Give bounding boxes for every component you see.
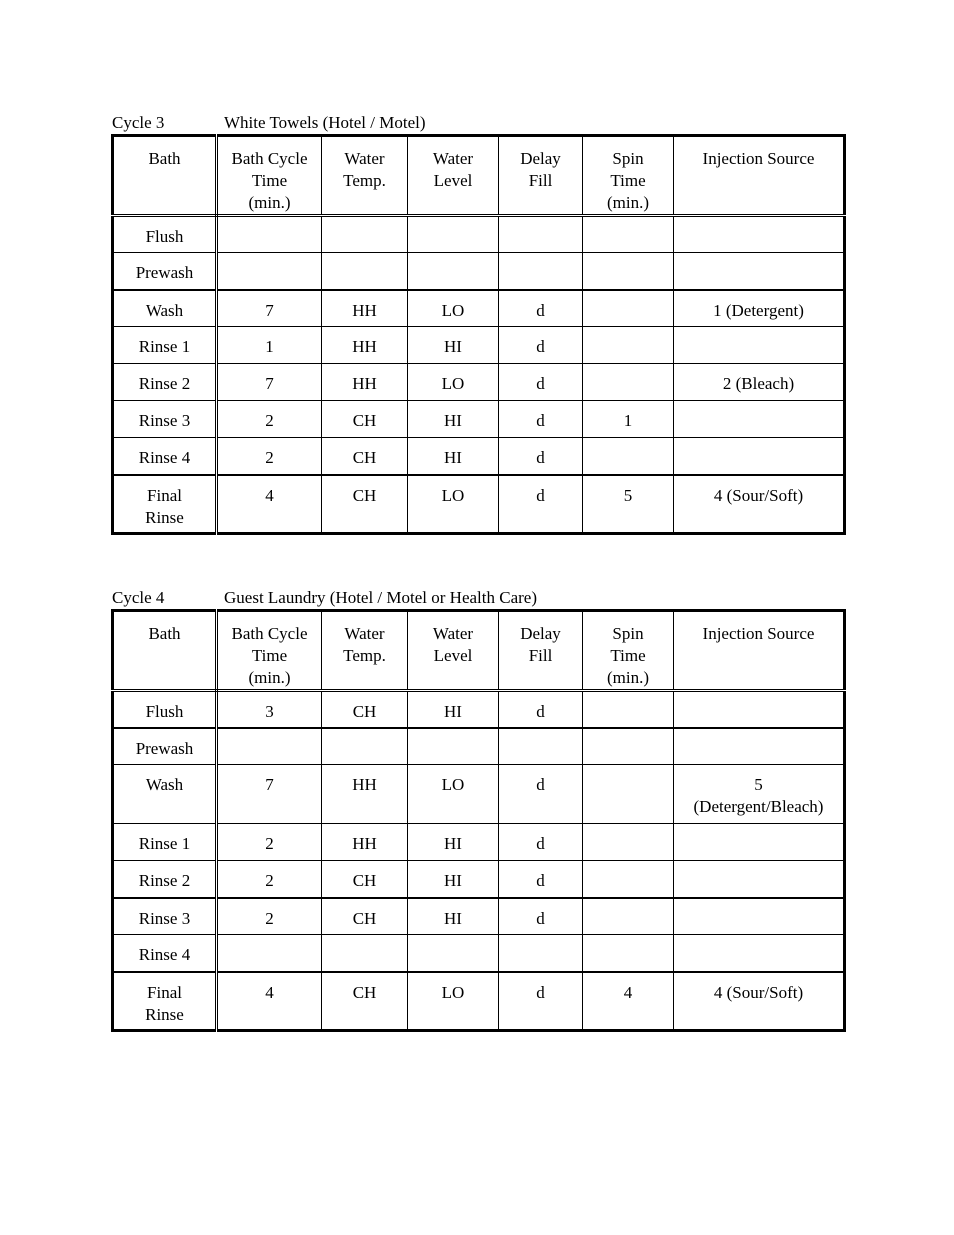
- cycle-label: Cycle 3: [112, 113, 165, 132]
- table-cell: 1: [583, 401, 674, 438]
- table-cell: d: [499, 475, 583, 534]
- table-cell: [674, 438, 845, 475]
- table-cell: [583, 824, 674, 861]
- table-cell: [322, 253, 408, 290]
- table-cell: d: [499, 401, 583, 438]
- table-cell: [583, 290, 674, 327]
- table-cell: CH: [322, 475, 408, 534]
- table-cell: [583, 364, 674, 401]
- table-cell: CH: [322, 438, 408, 475]
- bath-name-cell: Rinse 4: [113, 935, 217, 972]
- table-cell: [322, 728, 408, 765]
- table-cell: d: [499, 898, 583, 935]
- table-cell: 4 (Sour/Soft): [674, 475, 845, 534]
- table-row: [113, 475, 845, 534]
- table-cell: CH: [322, 861, 408, 898]
- table-row: [113, 728, 845, 765]
- table-cell: [583, 438, 674, 475]
- table-cell: LO: [408, 290, 499, 327]
- table-cell: [583, 765, 674, 824]
- table-cell: 2: [217, 438, 322, 475]
- table-cell: HH: [322, 327, 408, 364]
- table-row: [113, 253, 845, 290]
- table-row: [113, 935, 845, 972]
- cycle-title: Guest Laundry (Hotel / Motel or Health Care): [224, 588, 537, 607]
- cycle-3-table: [111, 134, 846, 535]
- table-cell: [583, 728, 674, 765]
- bath-name-cell: Wash: [113, 290, 217, 327]
- table-cell: LO: [408, 765, 499, 824]
- table-cell: HH: [322, 765, 408, 824]
- table-cell: [583, 253, 674, 290]
- bath-name-cell: Rinse 1: [113, 327, 217, 364]
- table-row: [113, 364, 845, 401]
- table-cell: HI: [408, 401, 499, 438]
- table-cell: 4: [583, 972, 674, 1031]
- table-cell: [217, 253, 322, 290]
- table-row: [113, 765, 845, 824]
- table-cell: [499, 935, 583, 972]
- bath-name-cell: Final Rinse: [113, 972, 217, 1031]
- header-bath-cycle-time: Bath Cycle Time (min.): [217, 136, 322, 216]
- cycle-label: Cycle 4: [112, 588, 165, 607]
- table-cell: [583, 691, 674, 728]
- table-cell: [674, 327, 845, 364]
- table-cell: [499, 253, 583, 290]
- header-injection-source: Injection Source: [674, 611, 845, 691]
- table-cell: [322, 935, 408, 972]
- table-cell: [674, 898, 845, 935]
- table-cell: d: [499, 972, 583, 1031]
- table-cell: [217, 728, 322, 765]
- table-cell: HH: [322, 824, 408, 861]
- cycle-title: White Towels (Hotel / Motel): [224, 113, 426, 132]
- table-cell: 5: [583, 475, 674, 534]
- table-cell: [674, 691, 845, 728]
- table-cell: HH: [322, 364, 408, 401]
- table-cell: [499, 216, 583, 253]
- table-cell: 4 (Sour/Soft): [674, 972, 845, 1031]
- table-cell: CH: [322, 691, 408, 728]
- table-cell: [583, 935, 674, 972]
- table-cell: d: [499, 824, 583, 861]
- bath-name-cell: Rinse 3: [113, 898, 217, 935]
- table-cell: HH: [322, 290, 408, 327]
- table-cell: [674, 216, 845, 253]
- table-cell: d: [499, 691, 583, 728]
- table-cell: [408, 728, 499, 765]
- table-cell: [583, 861, 674, 898]
- table-cell: [408, 253, 499, 290]
- table-cell: [217, 216, 322, 253]
- table-cell: CH: [322, 401, 408, 438]
- header-injection-source: Injection Source: [674, 136, 845, 216]
- cycle-4-section: [111, 588, 843, 1032]
- table-cell: 7: [217, 765, 322, 824]
- header-bath: Bath: [113, 611, 217, 691]
- table-row: [113, 691, 845, 728]
- table-cell: 3: [217, 691, 322, 728]
- table-cell: d: [499, 290, 583, 327]
- header-spin-time: Spin Time (min.): [583, 136, 674, 216]
- table-cell: d: [499, 861, 583, 898]
- header-spin-time: Spin Time (min.): [583, 611, 674, 691]
- table-cell: [322, 216, 408, 253]
- table-cell: d: [499, 327, 583, 364]
- header-delay-fill: Delay Fill: [499, 136, 583, 216]
- table-row: [113, 972, 845, 1031]
- table-header-row: [113, 136, 845, 216]
- bath-name-cell: Final Rinse: [113, 475, 217, 534]
- table-row: [113, 327, 845, 364]
- table-cell: 2: [217, 861, 322, 898]
- table-cell: HI: [408, 898, 499, 935]
- table-cell: 2: [217, 824, 322, 861]
- header-bath-cycle-time: Bath Cycle Time (min.): [217, 611, 322, 691]
- table-cell: [674, 824, 845, 861]
- bath-name-cell: Prewash: [113, 728, 217, 765]
- table-cell: 2 (Bleach): [674, 364, 845, 401]
- table-cell: d: [499, 364, 583, 401]
- table-cell: LO: [408, 364, 499, 401]
- bath-name-cell: Rinse 1: [113, 824, 217, 861]
- table-cell: d: [499, 765, 583, 824]
- table-cell: HI: [408, 438, 499, 475]
- table-cell: 2: [217, 898, 322, 935]
- table-cell: HI: [408, 824, 499, 861]
- bath-name-cell: Wash: [113, 765, 217, 824]
- table-cell: [674, 401, 845, 438]
- bath-name-cell: Flush: [113, 216, 217, 253]
- bath-name-cell: Prewash: [113, 253, 217, 290]
- table-cell: [583, 327, 674, 364]
- table-cell: 2: [217, 401, 322, 438]
- table-row: [113, 216, 845, 253]
- table-cell: 1: [217, 327, 322, 364]
- table-cell: 7: [217, 364, 322, 401]
- table-cell: 5 (Detergent/Bleach): [674, 765, 845, 824]
- bath-name-cell: Rinse 3: [113, 401, 217, 438]
- table-cell: CH: [322, 972, 408, 1031]
- header-water-temp: Water Temp.: [322, 136, 408, 216]
- table-cell: [583, 898, 674, 935]
- table-cell: [674, 935, 845, 972]
- bath-name-cell: Rinse 2: [113, 861, 217, 898]
- table-cell: [499, 728, 583, 765]
- table-row: [113, 861, 845, 898]
- table-row: [113, 824, 845, 861]
- cycle-3-caption: [111, 113, 843, 134]
- table-cell: [674, 253, 845, 290]
- table-cell: HI: [408, 691, 499, 728]
- table-cell: 4: [217, 475, 322, 534]
- cycle-4-table: [111, 609, 846, 1032]
- header-water-level: Water Level: [408, 136, 499, 216]
- table-cell: HI: [408, 861, 499, 898]
- table-cell: 1 (Detergent): [674, 290, 845, 327]
- header-water-level: Water Level: [408, 611, 499, 691]
- table-cell: [408, 216, 499, 253]
- header-bath: Bath: [113, 136, 217, 216]
- bath-name-cell: Rinse 4: [113, 438, 217, 475]
- table-row: [113, 290, 845, 327]
- table-cell: [408, 935, 499, 972]
- table-cell: [674, 728, 845, 765]
- table-cell: [583, 216, 674, 253]
- table-cell: LO: [408, 475, 499, 534]
- cycle-4-caption: [111, 588, 843, 609]
- table-row: [113, 438, 845, 475]
- table-cell: 7: [217, 290, 322, 327]
- table-row: [113, 898, 845, 935]
- table-row: [113, 401, 845, 438]
- header-water-temp: Water Temp.: [322, 611, 408, 691]
- table-cell: HI: [408, 327, 499, 364]
- header-delay-fill: Delay Fill: [499, 611, 583, 691]
- table-header-row: [113, 611, 845, 691]
- table-cell: LO: [408, 972, 499, 1031]
- bath-name-cell: Flush: [113, 691, 217, 728]
- table-cell: [674, 861, 845, 898]
- bath-name-cell: Rinse 2: [113, 364, 217, 401]
- table-cell: d: [499, 438, 583, 475]
- table-cell: 4: [217, 972, 322, 1031]
- table-cell: [217, 935, 322, 972]
- cycle-3-section: [111, 113, 843, 535]
- table-cell: CH: [322, 898, 408, 935]
